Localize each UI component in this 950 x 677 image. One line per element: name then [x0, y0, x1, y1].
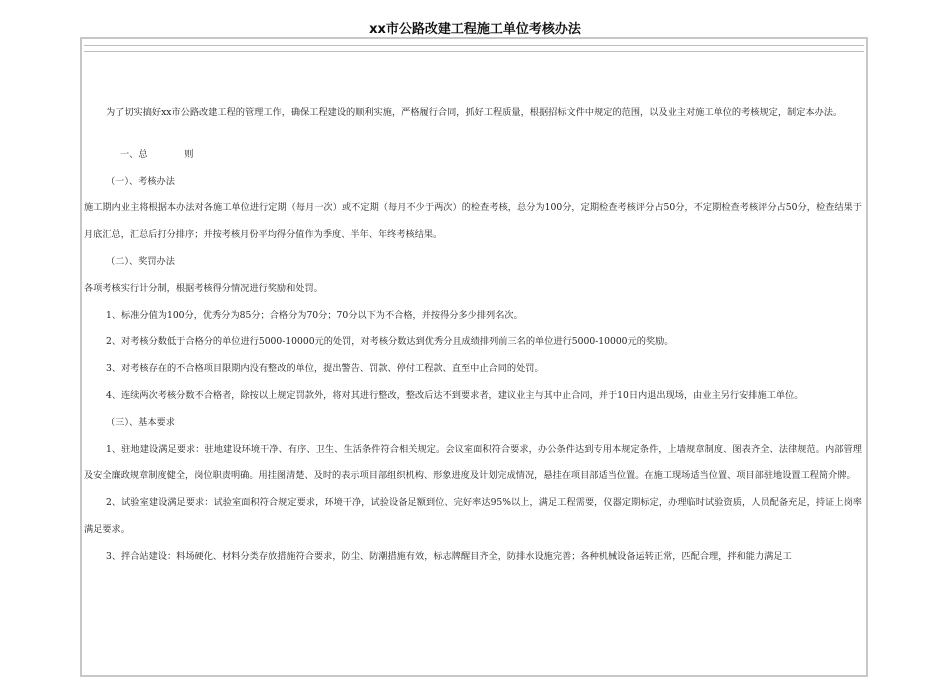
section-heading-general: 一、总 则: [120, 148, 194, 160]
rewards-paragraph: 各项考核实行计分制，根据考核得分情况进行奖励和处罚。: [84, 282, 323, 294]
requirements-item: 2、试验室建设满足要求：试验室面积符合规定要求，环境干净，试验设备足额到位、完好率达95%以上，满足工程需要，仪器定期标定，办理临时试验资质，人员配备充足，持证上岗率满足要求。: [84, 497, 862, 535]
spacer: [84, 127, 862, 142]
requirements-item: 1、驻地建设满足要求：驻地建设环境干净、有序、卫生、生活条件符合相关规定。会议室面积符合要求，办公条件达到专用本规定条件，上墙规章制度、图表齐全、法律规范。内部管理及安全廉政规章制度健全，岗位职责明确。用挂图清楚、及时的表示项目部组织机构、形象进度及计划完成情况，悬挂在项目部适当位置。在施工现场适当位置、项目部驻地设置工程简介牌。: [84, 443, 862, 482]
subsection-title-rewards: （二）、奖罚办法: [106, 255, 175, 267]
rewards-item: 2、对考核分数低于合格分的单位进行5000-10000元的处罚，对考核分数达到优秀分且成绩排列前三名的单位进行5000-10000元的奖励。: [106, 336, 674, 348]
intro-paragraph: 为了切实搞好xx市公路改建工程的管理工作，确保工程建设的顺利实施，严格履行合同，抓好工程质量，根据招标文件中规定的范围，以及业主对施工单位的考核规定，制定本办法。: [106, 107, 843, 118]
assessment-paragraph: 施工期内业主将根据本办法对各施工单位进行定期（每月一次）或不定期（每月不少于两次）的检查考核，总分为100分，定期检查考核评分占50分，不定期检查考核评分占50分，检查结果于月底汇总，汇总后打分排序；并按考核月份平均得分值作为季度、半年、年终考核结果。: [84, 202, 862, 241]
subsection-title-assessment: （一）、考核办法: [106, 175, 175, 187]
rewards-item: 3、对考核存在的不合格项目限期内没有整改的单位，提出警告、罚款、停付工程款、直至中止合同的处罚。: [106, 363, 544, 375]
rewards-item: 1、标准分值为100分，优秀分为85分；合格分为70分；70分以下为不合格，并按得分多少排列名次。: [106, 309, 523, 321]
header-divider: [84, 45, 864, 52]
document-body: [84, 100, 862, 571]
rewards-item: 4、连续两次考核分数不合格者，除按以上规定罚款外，将对其进行整改，整改后达不到要求者，建议业主与其中止合同，并于10日内退出现场，由业主另行安排施工单位。: [106, 389, 804, 401]
subsection-title-requirements: （三）、基本要求: [106, 416, 175, 428]
requirements-item: 3、拌合站建设：料场硬化、材料分类存放措施符合要求，防尘、防潮措施有效，标志牌醒目齐全，防排水设施完善；各种机械设备运转正常，匹配合理，拌和能力满足工: [106, 550, 792, 562]
document-title: xx市公路改建工程施工单位考核办法: [369, 22, 581, 37]
